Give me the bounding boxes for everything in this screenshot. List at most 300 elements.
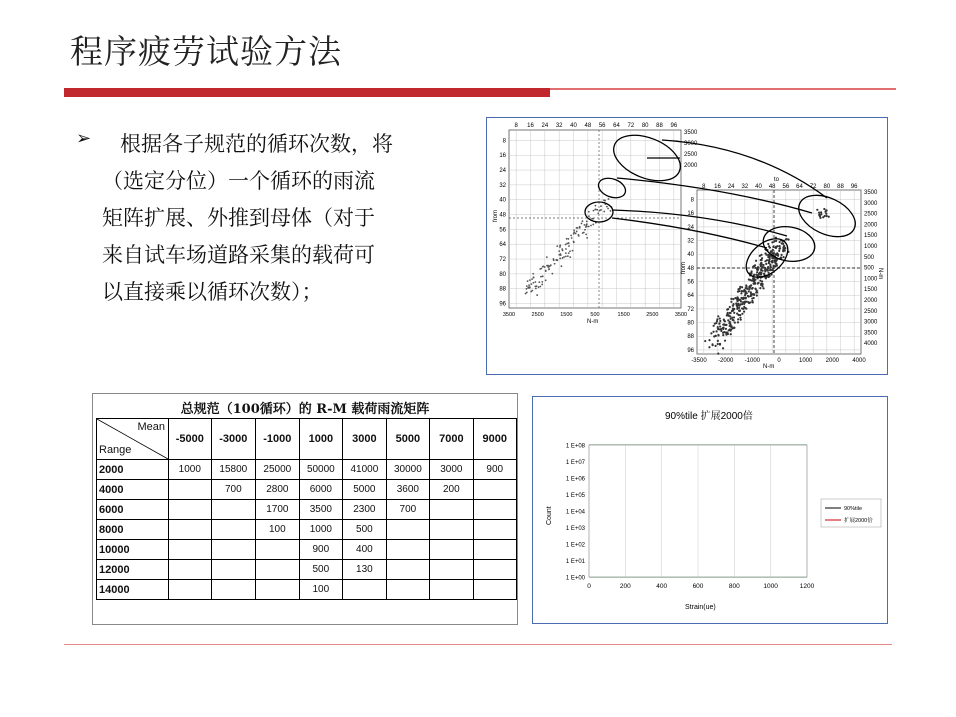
scatter-dot: [753, 297, 755, 299]
scatter-dot: [558, 250, 560, 252]
scatter-dot: [536, 285, 538, 287]
matrix-cell: 50000: [299, 460, 343, 480]
scatter-dot: [531, 290, 533, 292]
scatter-dot: [723, 318, 725, 320]
matrix-cell: 400: [343, 540, 387, 560]
scatter-dot: [606, 206, 608, 208]
scatter-dot: [550, 264, 552, 266]
matrix-cell: [386, 540, 430, 560]
scatter-dot: [712, 331, 714, 333]
scatter-dot: [740, 319, 742, 321]
scatter-dot: [822, 216, 824, 218]
right-left-tick: 80: [687, 320, 694, 327]
rainflow-figure: [486, 117, 888, 375]
scatter-dot: [556, 259, 558, 261]
scatter-dot: [562, 257, 564, 259]
y-tick-label: 1 E+02: [565, 542, 585, 549]
scatter-dot: [739, 309, 741, 311]
scatter-dot: [727, 308, 729, 310]
left-bottom-tick: 500: [590, 312, 600, 318]
scatter-dot: [715, 330, 717, 332]
right-top-tick: 56: [782, 184, 790, 190]
scatter-dot: [733, 308, 735, 310]
range-header: 8000: [97, 520, 169, 540]
left-right-tick: 2000: [684, 163, 698, 169]
left-bottom-tick: 1500: [617, 312, 630, 318]
left-left-tick: 80: [499, 271, 506, 278]
left-top-tick: 64: [613, 123, 620, 129]
scatter-dot: [764, 252, 766, 254]
rm-matrix-table: [96, 418, 517, 600]
scatter-dot: [568, 245, 570, 247]
scatter-dot: [588, 211, 590, 213]
scatter-dot: [752, 301, 754, 303]
scatter-dot: [753, 278, 755, 280]
scatter-dot: [756, 291, 758, 293]
scatter-dot: [539, 286, 541, 288]
scatter-dot: [733, 327, 735, 329]
scatter-dot: [730, 333, 732, 335]
x-tick-label: 1200: [799, 583, 815, 590]
scatter-dot: [824, 211, 826, 213]
scatter-dot: [730, 318, 732, 320]
scatter-dot: [737, 318, 739, 320]
matrix-cell: 2300: [343, 500, 387, 520]
scatter-dot: [772, 249, 774, 251]
scatter-dot: [739, 286, 741, 288]
scatter-dot: [542, 266, 544, 268]
scatter-dot: [781, 242, 783, 244]
scatter-dot: [779, 245, 781, 247]
chart-legend: [821, 499, 881, 527]
scatter-dot: [600, 209, 602, 211]
right-bottom-tick: 2000: [825, 358, 840, 364]
matrix-cell: [211, 500, 256, 520]
scatter-dot: [762, 264, 764, 266]
scatter-dot: [538, 286, 540, 288]
scatter-dot: [588, 215, 590, 217]
scatter-dot: [545, 279, 547, 281]
left-ylabel: from: [493, 210, 499, 222]
left-top-tick: 56: [598, 123, 606, 129]
scatter-dot: [546, 256, 548, 258]
scatter-dot: [743, 311, 745, 313]
right-top-tick: 64: [796, 184, 803, 190]
right-left-tick: 48: [687, 265, 694, 272]
scatter-dot: [712, 344, 714, 346]
scatter-dot: [710, 332, 712, 334]
matrix-cell: 3600: [386, 480, 430, 500]
title-rule-red: [64, 88, 550, 97]
scatter-dot: [715, 335, 717, 337]
range-header: 12000: [97, 560, 169, 580]
scatter-dot: [779, 247, 781, 249]
right-plot: [681, 177, 883, 370]
right-left-tick: 72: [687, 306, 694, 313]
matrix-header-row: [97, 419, 517, 460]
right-ylabel: from: [681, 262, 687, 274]
matrix-cell: 700: [386, 500, 430, 520]
matrix-cell: [473, 480, 516, 500]
left-top-tick: 72: [627, 123, 635, 129]
scatter-dot: [565, 256, 567, 258]
matrix-cell: 41000: [343, 460, 387, 480]
scatter-dot: [769, 263, 771, 265]
scatter-dot: [584, 229, 586, 231]
scatter-dot: [734, 322, 736, 324]
scatter-dot: [541, 284, 543, 286]
matrix-cell: 700: [211, 480, 256, 500]
scatter-dot: [718, 323, 720, 325]
left-right-tick: 2500: [684, 152, 698, 158]
matrix-row: [97, 520, 517, 540]
scatter-dot: [526, 288, 528, 290]
right-bottom-tick: -3500: [691, 358, 707, 364]
scatter-dot: [607, 208, 609, 210]
matrix-cell: 100: [256, 520, 300, 540]
scatter-dot: [722, 332, 724, 334]
scatter-dot: [781, 254, 783, 256]
scatter-dot: [742, 297, 744, 299]
scatter-dot: [548, 268, 550, 270]
left-bottom-tick: 2500: [646, 312, 659, 318]
scatter-dot: [767, 243, 769, 245]
matrix-cell: [343, 580, 387, 600]
mean-header: -5000: [169, 419, 212, 460]
scatter-dot: [582, 220, 584, 222]
scatter-dot: [741, 307, 743, 309]
corner-mean: Mean: [137, 421, 165, 433]
left-left-tick: 88: [499, 286, 506, 293]
scatter-dot: [739, 288, 741, 290]
scatter-dot: [778, 250, 780, 252]
y-tick-label: 1 E+04: [565, 509, 585, 516]
y-tick-label: 1 E+06: [565, 476, 585, 483]
matrix-cell: [211, 560, 256, 580]
scatter-dot: [542, 275, 544, 277]
left-bottom-tick: 2500: [531, 312, 544, 318]
scatter-dot: [771, 261, 773, 263]
right-right-tick: 500: [864, 265, 875, 272]
right-right-tick: 1000: [864, 244, 878, 250]
scatter-dot: [719, 320, 721, 322]
scatter-dot: [761, 257, 763, 259]
legend-label: 90%tile: [844, 506, 863, 512]
scatter-dot: [735, 302, 737, 304]
left-top-tick: 16: [527, 123, 534, 129]
scatter-dot: [581, 223, 583, 225]
matrix-cell: 1000: [169, 460, 212, 480]
right-top-tick: 88: [837, 184, 844, 190]
matrix-cell: [430, 500, 473, 520]
scatter-dot: [772, 246, 774, 248]
scatter-dot: [593, 210, 595, 212]
scatter-dot: [562, 250, 564, 252]
left-left-tick: 96: [499, 301, 506, 308]
matrix-row: [97, 500, 517, 520]
scatter-dot: [568, 242, 570, 244]
scatter-dot: [753, 293, 755, 295]
right-left-tick: 40: [687, 252, 694, 259]
right-right-tick: 3500: [864, 190, 878, 196]
matrix-cell: [473, 500, 516, 520]
scatter-dot: [748, 288, 750, 290]
scatter-dot: [828, 216, 830, 218]
scatter-dot: [579, 226, 581, 228]
right-xlabel: N-m: [763, 364, 775, 370]
scatter-dot: [575, 233, 577, 235]
left-bottom-tick: 3500: [502, 312, 516, 318]
scatter-dot: [773, 252, 775, 254]
left-top-tick: 24: [541, 123, 549, 129]
scatter-dot: [816, 209, 818, 211]
scatter-dot: [526, 285, 528, 287]
scatter-dot: [740, 303, 742, 305]
right-bottom-tick: -2000: [717, 358, 734, 364]
scatter-dot: [597, 212, 599, 214]
matrix-cell: 900: [473, 460, 516, 480]
right-right-tick: 3000: [864, 200, 878, 207]
scatter-dot: [757, 282, 759, 284]
matrix-cell: [386, 580, 430, 600]
scatter-dot: [531, 278, 533, 280]
matrix-cell: [473, 580, 516, 600]
scatter-dot: [768, 245, 770, 247]
scatter-dot: [736, 313, 738, 315]
range-header: 4000: [97, 480, 169, 500]
scatter-dot: [740, 292, 742, 294]
scatter-dot: [570, 235, 572, 237]
matrix-cell: 15800: [211, 460, 256, 480]
right-top-tick: 8: [702, 184, 706, 190]
right-right-tick: 1500: [864, 233, 878, 240]
scatter-dot: [571, 237, 573, 239]
matrix-cell: 2800: [256, 480, 300, 500]
scatter-dot: [729, 312, 731, 314]
corner-range: Range: [99, 444, 132, 456]
scatter-dot: [729, 322, 731, 324]
scatter-dot: [748, 278, 750, 280]
scatter-dot: [760, 263, 762, 265]
scatter-dot: [566, 238, 568, 240]
left-top-tick: 8: [514, 123, 518, 129]
matrix-cell: 100: [299, 580, 343, 600]
scatter-dot: [554, 263, 556, 265]
mean-header: 5000: [386, 419, 430, 460]
left-left-tick: 64: [499, 242, 506, 249]
scatter-dot: [751, 270, 753, 272]
scatter-dot: [553, 258, 555, 260]
scatter-dot: [763, 273, 765, 275]
scatter-dot: [728, 329, 730, 331]
matrix-cell: 130: [343, 560, 387, 580]
scatter-dot: [719, 317, 721, 319]
scatter-dot: [559, 258, 561, 260]
right-left-tick: 32: [687, 238, 694, 245]
matrix-cell: [169, 480, 212, 500]
mean-header: -1000: [256, 419, 300, 460]
scatter-dot: [773, 265, 775, 267]
matrix-cell: [169, 520, 212, 540]
scatter-dot: [569, 256, 571, 258]
scatter-dot: [770, 269, 772, 271]
left-xlabel: N-m: [587, 319, 599, 325]
matrix-cell: [256, 540, 300, 560]
scatter-dot: [717, 326, 719, 328]
right-top-tick: 32: [741, 184, 749, 190]
left-left-tick: 72: [499, 257, 506, 264]
scatter-dot: [565, 248, 567, 250]
scatter-dot: [770, 250, 772, 252]
matrix-cell: [430, 540, 473, 560]
bullet-arrow-icon: ➢: [76, 128, 92, 149]
scatter-dot: [559, 245, 561, 247]
scatter-dot: [729, 306, 731, 308]
scatter-dot: [732, 298, 734, 300]
scatter-dot: [724, 340, 726, 342]
bullet-line: 以直接乘以循环次数）；: [102, 280, 323, 304]
scatter-dot: [722, 347, 724, 349]
scatter-dot: [761, 285, 763, 287]
scatter-dot: [775, 260, 777, 262]
right-top-tick: 48: [768, 184, 776, 190]
scatter-dot: [773, 240, 775, 242]
scatter-dot: [592, 224, 594, 226]
scatter-dot: [750, 294, 752, 296]
scatter-dot: [717, 340, 719, 342]
right-to-label: to: [774, 177, 780, 183]
left-left-tick: 48: [499, 212, 506, 219]
matrix-cell: 500: [299, 560, 343, 580]
scatter-dot: [610, 210, 612, 212]
scatter-dot: [608, 198, 610, 200]
scatter-dot: [742, 301, 744, 303]
right-bottom-tick: 0: [777, 358, 781, 364]
scatter-dot: [736, 298, 738, 300]
scatter-dot: [785, 238, 787, 240]
matrix-row: [97, 540, 517, 560]
scatter-dot: [526, 292, 528, 294]
scatter-dot: [748, 296, 750, 298]
mean-header: 7000: [430, 419, 473, 460]
scatter-dot: [762, 266, 764, 268]
right-right-tick: 3500: [864, 330, 878, 337]
right-right-tick: 3000: [864, 319, 878, 326]
bullet-line: （选定分位）一个循环的雨流: [102, 169, 375, 193]
matrix-cell: 1700: [256, 500, 300, 520]
scatter-dot: [754, 288, 756, 290]
scatter-dot: [820, 211, 822, 213]
scatter-dot: [717, 328, 719, 330]
scatter-dot: [753, 281, 755, 283]
chart-title: 90%tile 扩展2000倍: [665, 411, 753, 422]
scatter-dot: [760, 259, 762, 261]
scatter-dot: [756, 271, 758, 273]
matrix-cell: [211, 540, 256, 560]
scatter-dot: [764, 260, 766, 262]
right-left-tick: 64: [687, 293, 694, 300]
y-tick-label: 1 E+07: [565, 460, 585, 466]
matrix-cell: [473, 520, 516, 540]
range-header: 10000: [97, 540, 169, 560]
scatter-dot: [825, 213, 827, 215]
scatter-dot: [536, 294, 538, 296]
scatter-dot: [717, 334, 719, 336]
left-bottom-tick: 1500: [560, 312, 573, 318]
scatter-dot: [569, 250, 571, 252]
matrix-cell: [473, 540, 516, 560]
matrix-row: [97, 480, 517, 500]
right-top-tick: 24: [727, 184, 735, 190]
scatter-dot: [725, 332, 727, 334]
left-top-tick: 32: [555, 123, 563, 129]
right-unit-label: N-m: [877, 268, 883, 280]
right-right-tick: 2000: [864, 298, 878, 304]
scatter-dot: [586, 220, 588, 222]
right-left-tick: 24: [687, 224, 694, 231]
scatter-dot: [766, 269, 768, 271]
right-bottom-tick: 1000: [798, 358, 813, 364]
scatter-dot: [764, 269, 766, 271]
left-left-tick: 56: [499, 227, 506, 234]
scatter-dot: [561, 265, 563, 267]
x-tick-label: 0: [587, 583, 591, 590]
scatter-dot: [723, 324, 725, 326]
scatter-dot: [559, 246, 561, 248]
range-header: 14000: [97, 580, 169, 600]
left-top-tick: 40: [570, 123, 577, 129]
scatter-dot: [704, 340, 706, 342]
scatter-dot: [565, 244, 567, 246]
scatter-dot: [736, 300, 738, 302]
left-right-tick: 3000: [684, 141, 698, 147]
scatter-dot: [586, 237, 588, 239]
scatter-dot: [563, 256, 565, 258]
right-left-tick: 96: [687, 347, 694, 354]
title-rule-thin: [550, 88, 896, 90]
scatter-dot: [750, 284, 752, 286]
scatter-dot: [556, 245, 558, 247]
scatter-dot: [767, 272, 769, 274]
scatter-dot: [535, 281, 537, 283]
scatter-dot: [717, 343, 719, 345]
y-tick-label: 1 E+03: [565, 526, 585, 532]
scatter-dot: [826, 215, 828, 217]
matrix-cell: [256, 560, 300, 580]
matrix-cell: 5000: [343, 480, 387, 500]
scatter-dot: [595, 209, 597, 211]
scatter-dot: [528, 284, 530, 286]
scatter-dot: [738, 307, 740, 309]
scatter-dot: [576, 227, 578, 229]
matrix-cell: 1000: [299, 520, 343, 540]
matrix-cell: [386, 560, 430, 580]
scatter-dot: [532, 273, 534, 275]
bullet-line: 根据各子规范的循环次数，将: [120, 132, 393, 156]
scatter-dot: [725, 328, 727, 330]
scatter-dot: [733, 312, 735, 314]
matrix-corner-cell: [97, 419, 169, 460]
bullet-text: [102, 126, 474, 311]
scatter-dot: [756, 294, 758, 296]
scatter-dot: [567, 255, 569, 257]
matrix-cell: 30000: [386, 460, 430, 480]
right-right-tick: 1500: [864, 287, 878, 294]
scatter-dot: [741, 313, 743, 315]
scatter-dot: [584, 224, 586, 226]
scatter-dot: [758, 273, 760, 275]
scatter-dot: [819, 217, 821, 219]
